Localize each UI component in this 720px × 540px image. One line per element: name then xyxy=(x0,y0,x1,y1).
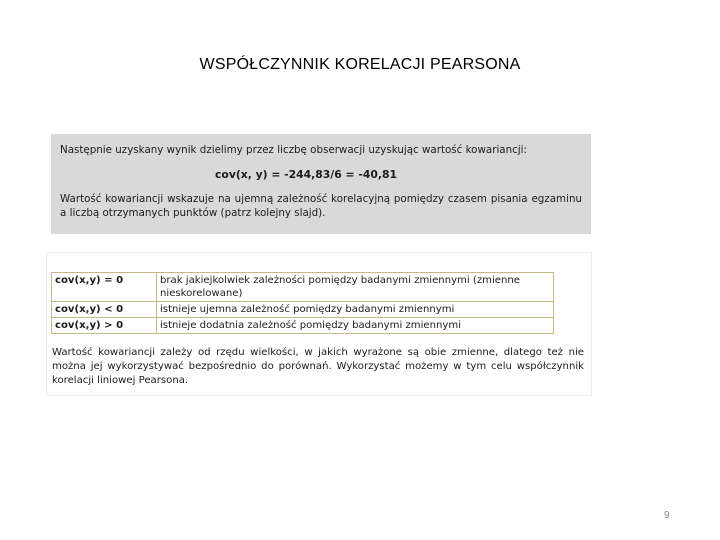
table-row xyxy=(52,302,554,318)
table-row xyxy=(52,273,554,302)
covariance-explanation-box xyxy=(51,134,591,234)
covariance-interpretation-box xyxy=(46,252,592,396)
meaning-cell: istnieje ujemna zależność pomiędzy badanymi zmiennymi xyxy=(157,302,554,318)
condition-cell: cov(x,y) < 0 xyxy=(52,302,157,318)
meaning-cell: istnieje dodatnia zależność pomiędzy badanymi zmiennymi xyxy=(157,318,554,334)
slide-title: WSPÓŁCZYNNIK KORELACJI PEARSONA xyxy=(199,56,521,73)
note-text: Wartość kowariancji zależy od rzędu wielkości, w jakich wyrażone są obie zmienne, dlatego też nie można jej wykorzystywać bezpośrednio do porównań. Wykorzystać możemy w tym celu współczynnik korelacji liniowej Pearsona. xyxy=(52,347,584,386)
meaning-cell: brak jakiejkolwiek zależności pomiędzy badanymi zmiennymi (zmienne nieskorelowane) xyxy=(157,273,554,302)
condition-cell: cov(x,y) = 0 xyxy=(52,273,157,302)
covariance-formula: cov(x, y) = -244,83/6 = -40,81 xyxy=(215,168,397,181)
page-number: 9 xyxy=(664,510,670,521)
intro-text: Następnie uzyskany wynik dzielimy przez liczbę obserwacji uzyskując wartość kowariancji: xyxy=(60,144,527,156)
table-row xyxy=(52,318,554,334)
covariance-table xyxy=(51,272,554,334)
condition-cell: cov(x,y) > 0 xyxy=(52,318,157,334)
conclusion-text: Wartość kowariancji wskazuje na ujemną zależność korelacyjną pomiędzy czasem pisania egzaminu a liczbą otrzymanych punktów (patrz kolejny slajd). xyxy=(60,193,582,219)
